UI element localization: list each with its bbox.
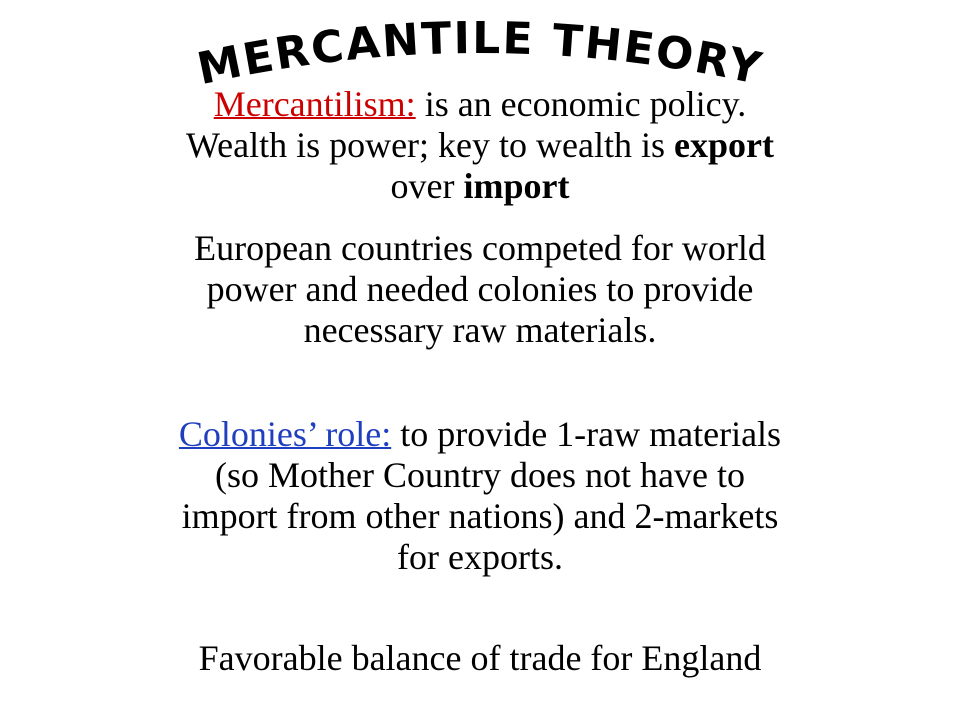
colonies-role-text: to provide 1-raw materials (so Mother Country does not have to import from other nations) and 2-markets for exports. [181,414,782,577]
balance-of-trade-paragraph: Favorable balance of trade for England [198,638,762,678]
colonies-role-paragraph [170,414,790,578]
mercantilism-text-a: is an economic policy. Wealth is power; key to wealth is [186,84,747,165]
colonies-role-label: Colonies’ role: [178,414,392,454]
slide-title-text: MERCANTILE THEORY [192,12,768,96]
mercantilism-text-b: over [390,166,464,206]
import-bold: import [463,166,570,206]
european-competition-paragraph: European countries competed for world power and needed colonies to provide necessary raw materials. [194,228,766,350]
export-bold: export [674,125,774,165]
mercantilism-definition [180,84,780,207]
mercantilism-label: Mercantilism: [213,84,416,124]
